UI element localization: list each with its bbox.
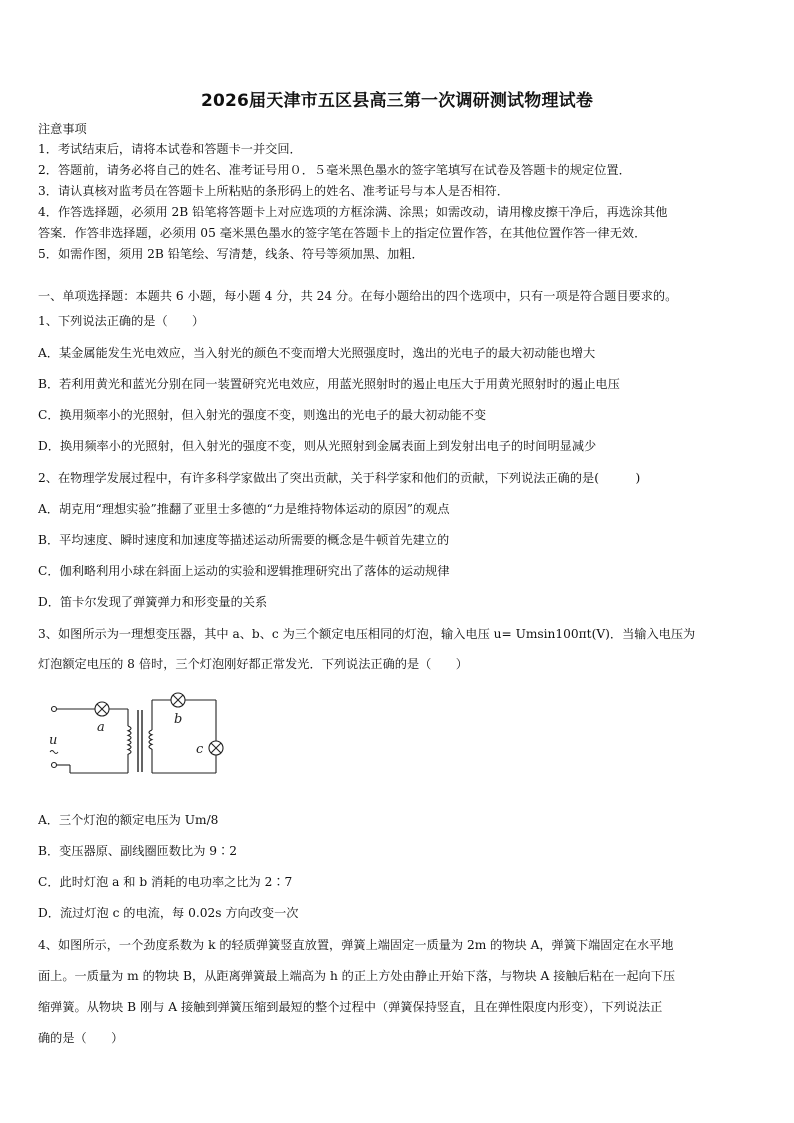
question-3-option-b: B．变压器原、副线圈匝数比为 9∶2	[38, 844, 237, 858]
question-1-stem: 1、下列说法正确的是（ ）	[38, 314, 205, 328]
notice-heading: 注意事项	[38, 122, 87, 136]
question-4-stem: 4、如图所示，一个劲度系数为 k 的轻质弹簧竖直放置，弹簧上端固定一质量为 2m 的物块 A，弹簧下端固定在水平地	[38, 938, 674, 952]
question-1-option-a: A．某金属能发生光电效应，当入射光的颜色不变而增大光照强度时，逸出的光电子的最大初动能也增大	[38, 346, 596, 360]
question-2-option-a: A．胡克用“理想实验”推翻了亚里士多德的“力是维持物体运动的原因”的观点	[38, 502, 450, 516]
question-4-stem: 缩弹簧。从物块 B 刚与 A 接触到弹簧压缩到最短的整个过程中（弹簧保持竖直，且在弹性限度内形变），下列说法正	[38, 1000, 663, 1014]
notice-item: 1．考试结束后，请将本试卷和答题卡一并交回．	[38, 142, 302, 156]
lamp-a-label: a	[97, 720, 105, 735]
transformer-circuit-figure	[40, 690, 230, 778]
notice-item: 3．请认真核对监考员在答题卡上所粘贴的条形码上的姓名、准考证号与本人是否相符．	[38, 184, 509, 198]
question-3-option-d: D．流过灯泡 c 的电流，每 0.02s 方向改变一次	[38, 906, 299, 920]
notice-item: 4．作答选择题，必须用 2B 铅笔将答题卡上对应选项的方框涂满、涂黑；如需改动，请用橡皮擦干净后，再选涂其他	[38, 205, 668, 219]
question-1-option-d: D．换用频率小的光照射，但入射光的强度不变，则从光照射到金属表面上到发射出电子的时间明显减少	[38, 439, 597, 453]
page-title: 2026届天津市五区县高三第一次调研测试物理试卷	[200, 91, 594, 111]
question-3-option-a: A．三个灯泡的额定电压为 Um/8	[38, 813, 219, 827]
question-2-option-c: C．伽利略利用小球在斜面上运动的实验和逻辑推理研究出了落体的运动规律	[38, 564, 450, 578]
question-2-option-b: B．平均速度、瞬时速度和加速度等描述运动所需要的概念是牛顿首先建立的	[38, 533, 450, 547]
input-voltage-label: u	[49, 733, 58, 748]
notice-item: 答案．作答非选择题，必须用 05 毫米黑色墨水的签字笔在答题卡上的指定位置作答，在其他位置作答一律无效．	[38, 226, 647, 240]
lamp-c-label: c	[196, 742, 204, 757]
question-2-stem: 2、在物理学发展过程中，有许多科学家做出了突出贡献，关于科学家和他们的贡献，下列说法正确的是( )	[38, 471, 641, 485]
question-4-stem: 面上。一质量为 m 的物块 B，从距离弹簧最上端高为 h 的正上方处由静止开始下落，与物块 A 接触后粘在一起向下压	[38, 969, 676, 983]
notice-item: 5．如需作图，须用 2B 铅笔绘、写清楚，线条、符号等须加黑、加粗．	[38, 247, 424, 261]
question-3-stem: 3、如图所示为一理想变压器，其中 a、b、c 为三个额定电压相同的灯泡，输入电压 u= Umsin100πt(V)．当输入电压为	[38, 627, 696, 641]
question-1-option-b: B．若利用黄光和蓝光分别在同一装置研究光电效应，用蓝光照射时的遏止电压大于用黄光照射时的遏止电压	[38, 377, 620, 391]
question-4-stem: 确的是（ ）	[38, 1031, 124, 1045]
section-heading: 一、单项选择题：本题共 6 小题，每小题 4 分，共 24 分。在每小题给出的四个选项中，只有一项是符合题目要求的。	[38, 289, 678, 303]
notice-item: 2．答题前，请务必将自己的姓名、准考证号用０．５毫米黑色墨水的签字笔填写在试卷及答题卡的规定位置．	[38, 163, 631, 177]
question-3-option-c: C．此时灯泡 a 和 b 消耗的电功率之比为 2∶7	[38, 875, 293, 889]
question-2-option-d: D．笛卡尔发现了弹簧弹力和形变量的关系	[38, 595, 268, 609]
lamp-b-label: b	[174, 712, 183, 727]
question-3-stem: 灯泡额定电压的 8 倍时，三个灯泡刚好都正常发光．下列说法正确的是（ ）	[38, 657, 468, 671]
question-1-option-c: C．换用频率小的光照射，但入射光的强度不变，则逸出的光电子的最大初动能不变	[38, 408, 487, 422]
